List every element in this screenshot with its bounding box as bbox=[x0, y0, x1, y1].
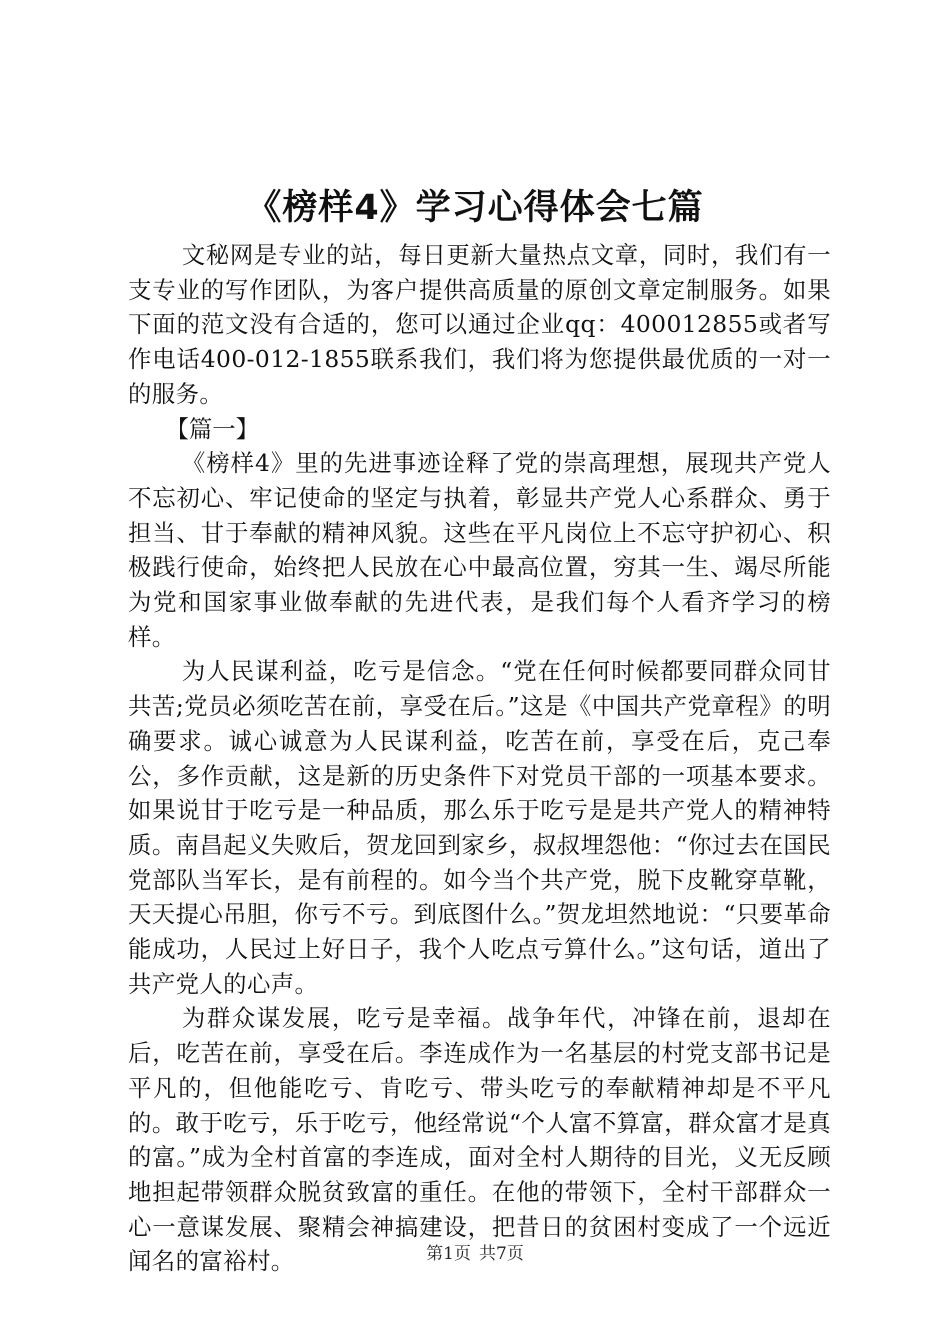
body-paragraph-2: 为人民谋利益，吃亏是信念。“党在任何时候都要同群众同甘共苦;党员必须吃苦在前，享受在后。”这是《中国共产党章程》的明确要求。诚心诚意为人民谋利益，吃苦在前，享受在后，克己奉公，多作贡献，这是新的历史条件下对党员干部的一项基本要求。如果说甘于吃亏是一种品质，那么乐于吃亏是是共产党人的精神特质。南昌起义失败后，贺龙回到家乡，叔叔埋怨他：“你过去在国民党部队当军长，是有前程的。如今当个共产党，脱下皮靴穿草靴，天天提心吊胆，你亏不亏。到底图什么。”贺龙坦然地说：“只要革命能成功，人民过上好日子，我个人吃点亏算什么。”这句话，道出了共产党人的心声。 bbox=[128, 657, 831, 998]
page-number: 第1页 bbox=[426, 1244, 471, 1264]
intro-paragraph: 文秘网是专业的站，每日更新大量热点文章，同时，我们有一支专业的写作团队，为客户提供高质量的原创文章定制服务。如果下面的范文没有合适的，您可以通过企业qq：400012855或者写作电话400-012-1855联系我们，我们将为您提供最优质的一对一的服务。 bbox=[128, 241, 831, 408]
section-heading: 【篇一】 bbox=[165, 414, 259, 443]
body-paragraph-3: 为群众谋发展，吃亏是幸福。战争年代，冲锋在前，退却在后，吃苦在前，享受在后。李连成作为一名基层的村党支部书记是平凡的，但他能吃亏、肯吃亏、带头吃亏的奉献精神却是不平凡的。敢于吃亏，乐于吃亏，他经常说“个人富不算富，群众富才是真的富。”成为全村首富的李连成，面对全村人期待的目光，义无反顾地担起带领群众脱贫致富的重任。在他的带领下，全村干部群众一心一意谋发展、聚精会神搞建设，把昔日的贫困村变成了一个远近闻名的富裕村。 bbox=[128, 1004, 831, 1276]
page-footer bbox=[0, 1242, 950, 1266]
document-body bbox=[128, 238, 831, 1279]
body-paragraph-1: 《榜样4》里的先进事迹诠释了党的崇高理想，展现共产党人不忘初心、牢记使命的坚定与执着，彰显共产党人心系群众、勇于担当、甘于奉献的精神风貌。这些在平凡岗位上不忘守护初心、积极践行使命，始终把人民放在心中最高位置，穷其一生、竭尽所能为党和国家事业做奉献的先进代表，是我们每个人看齐学习的榜样。 bbox=[128, 449, 831, 651]
page-total: 共7页 bbox=[479, 1244, 524, 1264]
document-title: 《榜样4》学习心得体会七篇 bbox=[246, 188, 704, 228]
